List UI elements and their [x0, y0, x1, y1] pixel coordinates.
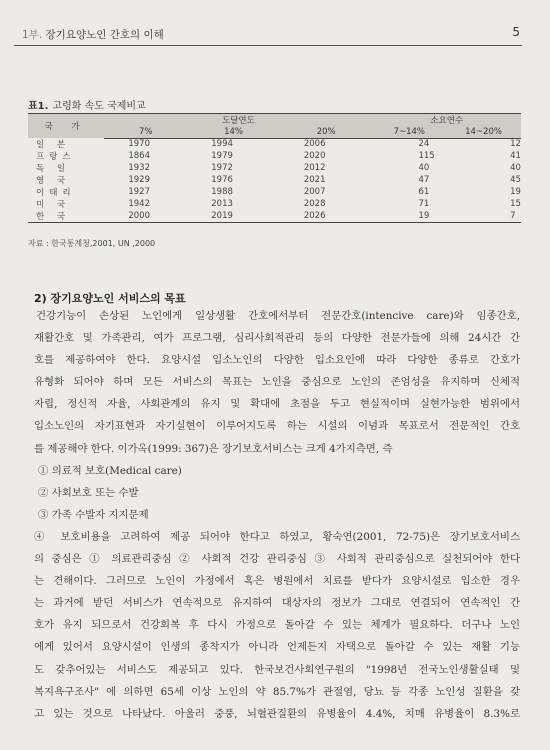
- years-14-20-cell: 7: [446, 210, 521, 223]
- table-row: [28, 186, 521, 198]
- country-cell: 프랑스: [36, 152, 76, 162]
- body-line: 도 갖추어있는 서비스도 제공되고 있다. 한국보건사회연구원의 "1998년 전국노인생활실태 및: [34, 663, 520, 676]
- table-row: [28, 150, 521, 162]
- year-20pct-cell: 2021: [303, 175, 326, 185]
- country-cell: 독 일: [36, 164, 71, 174]
- year-7pct-cell: 1929: [128, 175, 150, 185]
- arrival-year-header: 도달연도: [104, 114, 372, 127]
- years-14-20-cell: 45: [510, 175, 521, 185]
- running-header: [22, 27, 164, 42]
- sub-header-14-20: 14~20%: [446, 126, 521, 138]
- body-line: 호가 유지 되므로서 건강회복 후 다시 가정으로 돌아갈 수 있는 체계가 필요하다. 더구나 노인: [34, 619, 520, 632]
- years-14-20-cell: 40: [510, 163, 521, 173]
- body-line: 복지욕구조사" 에 의하면 65세 이상 노인의 약 85.7%가 관절염, 당뇨 등 각종 노인성 질환을 갖: [34, 685, 520, 698]
- year-20pct-cell: 2012: [303, 163, 326, 173]
- body-line: ④ 보호비용을 고려하여 제공 되어야 한다고 하였고, 황숙연(2001, 72-75)은 장기보호서비스: [34, 530, 520, 543]
- table-source-note: 자료 : 한국통계청,2001, UN ,2000: [28, 239, 156, 248]
- years-14-20-cell: 15: [510, 199, 521, 209]
- body-line: 재활간호 및 가족관리, 여가 프로그램, 심리사회적관리 등의 다양한 전문가들에 의해 24시간 간: [34, 332, 520, 345]
- year-14pct-cell: 1988: [211, 187, 233, 197]
- body-line: 건강기능이 손상된 노인에게 일상생활 간호에서부터 전문간호(intencive care)와 임종간호,: [36, 310, 520, 322]
- year-14pct-cell: 1976: [211, 175, 233, 185]
- body-line: 호를 제공하여야 한다. 요양시설 입소노인의 다양한 입소요인에 따라 다양한 종류로 간호가: [34, 354, 520, 367]
- years-14-20-cell: 19: [510, 187, 521, 197]
- country-cell: 이태리: [36, 188, 76, 198]
- years-7-14-cell: 61: [418, 187, 430, 197]
- sub-header-20pct: 20%: [280, 126, 373, 138]
- year-7pct-cell: 1932: [128, 163, 150, 173]
- body-line: 는 과거에 받던 서비스가 연속적으로 유지하여 대상자의 정보가 그대로 연결되어 연속적인 간: [34, 597, 520, 610]
- body-line: 는 견해이다. 그러므로 노인이 가정에서 혹은 병원에서 치료를 받다가 요양시설로 입소한 경우: [34, 575, 520, 588]
- country-cell: 일 본: [36, 140, 71, 150]
- list-item: ① 의료적 보호(Medical care): [38, 464, 182, 477]
- year-20pct-cell: 2006: [303, 139, 326, 150]
- year-14pct-cell: 1979: [211, 151, 233, 161]
- year-7pct-cell: 1864: [128, 151, 150, 161]
- year-20pct-cell: 2020: [303, 151, 326, 161]
- country-cell: 미 국: [36, 200, 71, 210]
- years-7-14-cell: 115: [418, 151, 435, 161]
- body-line: 에게 있어서 요양시설이 인생의 종착지가 아니라 언제든지 자택으로 돌아갈 수 있는 재활 기능: [34, 641, 520, 654]
- list-item: ② 사회보호 또는 수발: [38, 486, 139, 499]
- years-7-14-cell: 40: [418, 163, 430, 173]
- years-7-14-cell: 47: [418, 175, 430, 185]
- header-title: 장기요양노인 간호의 이해: [45, 29, 164, 41]
- body-line: 를 제공해야 한다. 이가옥(1999: 367)은 장기보호서비스는 크게 4가지측면, 즉: [34, 442, 393, 455]
- year-7pct-cell: 1927: [128, 187, 150, 197]
- country-cell: 한 국: [28, 210, 104, 223]
- body-line: 의 중심은 ① 의료관리중심 ② 사회적 건강 관리중심 ③ 사회적 관리중심으로 실천되어야 한다: [34, 553, 520, 566]
- year-20pct-cell: 2028: [303, 199, 326, 209]
- year-14pct-cell: 1994: [211, 139, 233, 150]
- country-column-header: 국 가: [28, 114, 104, 139]
- table-caption-title: 고령화 속도 국제비교: [52, 101, 146, 112]
- country-cell: 영 국: [36, 176, 71, 186]
- table-row: [28, 210, 521, 223]
- table-caption: [28, 97, 146, 112]
- years-7-14-cell: 19: [372, 210, 446, 223]
- section-heading: 2) 장기요양노인 서비스의 목표: [34, 292, 186, 305]
- years-required-header: 소요연수: [372, 114, 521, 127]
- header-part: 1부.: [22, 29, 43, 41]
- year-7pct-cell: 1970: [128, 139, 150, 150]
- table-row: [28, 162, 521, 174]
- year-20pct-cell: 2007: [303, 187, 326, 197]
- sub-header-14pct: 14%: [187, 126, 280, 138]
- list-item: ③ 가족 수발자 지지문제: [38, 508, 149, 521]
- years-14-20-cell: 41: [510, 151, 521, 161]
- body-text: [34, 305, 520, 725]
- sub-header-7pct: 7%: [104, 126, 187, 138]
- sub-header-7-14: 7~14%: [372, 126, 446, 138]
- years-7-14-cell: 24: [418, 139, 430, 150]
- body-line: 고 있는 것으로 나타났다. 아울러 중풍, 뇌혈관질환의 유병율이 4.4%, 치매 유병율이 8.3%로: [34, 707, 520, 720]
- page-header: [14, 24, 522, 46]
- year-20pct-cell: 2026: [280, 210, 373, 223]
- year-14pct-cell: 2013: [211, 199, 233, 209]
- table-row: [28, 198, 521, 210]
- year-14pct-cell: 2019: [187, 210, 280, 223]
- body-line: 입소노인의 자기표현과 자기실현이 이루어지도록 하는 시설의 이념과 목표로서 전문적인 간호: [34, 420, 520, 433]
- years-7-14-cell: 71: [418, 199, 430, 209]
- aging-speed-table: [28, 113, 521, 223]
- body-line: 자립, 정신적 자율, 사회관계의 유지 및 확대에 초점을 두고 현실적이며 실현가능한 범위에서: [34, 398, 520, 411]
- table-row: [28, 138, 521, 150]
- year-7pct-cell: 1942: [128, 199, 150, 209]
- page-number: 5: [512, 25, 520, 39]
- table-caption-number: 표1.: [28, 101, 49, 112]
- body-line: 유형화 되어야 하며 모든 서비스의 목표는 노인을 중심으로 노인의 존엄성을 유지하며 신체적: [34, 376, 520, 389]
- year-14pct-cell: 1972: [211, 163, 233, 173]
- years-14-20-cell: 12: [510, 139, 521, 150]
- year-7pct-cell: 2000: [104, 210, 187, 223]
- table-row: [28, 174, 521, 186]
